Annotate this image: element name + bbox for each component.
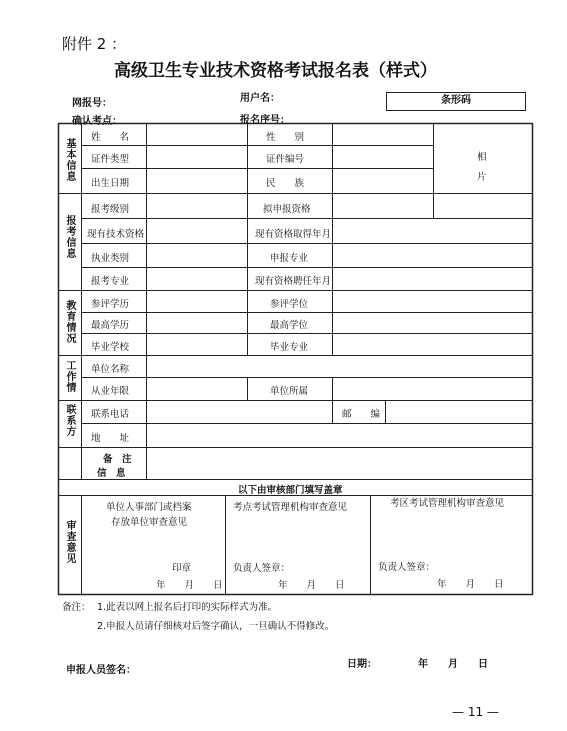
region-review-title: 考区考试管理机构审查意见 [390, 498, 505, 509]
gender-label: 性 别 [266, 132, 305, 143]
hr-review-date: 年 月 日 [156, 580, 223, 591]
sign-date-label: 日期： [347, 659, 377, 670]
attachment-label: 附件 2 ： [62, 35, 127, 53]
name-label: 姓 名 [91, 132, 130, 143]
confirm-site-label: 确认考点： [72, 116, 122, 127]
practice-category-label: 执业类别 [91, 253, 130, 264]
apply-major-label: 申报专业 [270, 253, 309, 264]
username-label: 用户名： [240, 93, 280, 104]
region-review-date: 年 月 日 [437, 579, 504, 590]
current-title-year-label: 现有资格取得年月 [255, 229, 332, 240]
apply-qualification-label: 拟申报资格 [263, 204, 311, 215]
unit-name-label: 单位名称 [91, 364, 130, 375]
top-education-label: 最高学历 [91, 320, 130, 331]
hr-review-title-line2: 存放单位审查意见 [111, 517, 188, 528]
work-years-label: 从业年限 [91, 386, 130, 397]
note-1: 1.此表以网上报名后打印的实际样式为准。 [97, 602, 278, 613]
section-exam-info: 报考信息 [64, 215, 75, 259]
sign-date-value: 年 月 日 [418, 659, 488, 670]
registration-number-label: 报名序号： [240, 115, 290, 126]
current-title-label: 现有技术资格 [87, 229, 145, 240]
site-review-signature: 负责人签章： [233, 563, 291, 574]
section-education: 教育情况 [64, 300, 75, 344]
review-banner: 以下由审核部门填写盖章 [238, 485, 343, 496]
id-number-label: 证件编号 [266, 154, 305, 165]
site-review-date: 年 月 日 [278, 580, 345, 591]
birth-date-label: 出生日期 [91, 178, 130, 189]
notes-label: 备注： [62, 602, 91, 613]
section-work: 工作情 [64, 360, 75, 393]
top-degree-label: 最高学位 [270, 320, 309, 331]
hr-review-seal: 印章 [172, 563, 192, 574]
page-title: 高级卫生专业技术资格考试报名表（样式） [114, 61, 437, 81]
id-type-label: 证件类型 [91, 154, 130, 165]
page-number: — 11 — [452, 705, 499, 719]
remark-label-line1: 备 注 [103, 454, 132, 465]
section-basic-info: 基本信息 [64, 138, 75, 182]
section-review: 审查意见 [64, 520, 75, 564]
hr-review-title-line1: 单位人事部门或档案 [106, 502, 192, 513]
school-label: 毕业学校 [91, 342, 130, 353]
barcode-label: 条形码 [441, 95, 471, 106]
eval-degree-label: 参评学位 [270, 299, 309, 310]
ethnicity-label: 民 族 [266, 178, 305, 189]
section-contact: 联系方 [64, 404, 75, 437]
region-review-signature: 负责人签章： [378, 562, 436, 573]
exam-major-label: 报考专业 [91, 276, 130, 287]
photo-label: 相 片 [477, 152, 487, 183]
phone-label: 联系电话 [91, 409, 130, 420]
site-review-title: 考点考试管理机构审查意见 [233, 502, 348, 513]
eval-education-label: 参评学历 [91, 299, 130, 310]
note-2: 2.申报人员请仔细核对后签字确认，一旦确认不得修改。 [97, 621, 335, 632]
applicant-signature-label: 申报人员签名： [66, 665, 136, 676]
unit-affiliation-label: 单位所属 [270, 386, 309, 397]
graduate-major-label: 毕业专业 [270, 342, 309, 353]
exam-level-label: 报考级别 [91, 204, 130, 215]
net-number-label: 网报号： [72, 98, 112, 109]
address-label: 地 址 [91, 433, 130, 444]
remark-label-line2: 信 息 [97, 468, 126, 479]
appointment-year-label: 现有资格聘任年月 [255, 276, 332, 287]
postcode-label: 邮 编 [342, 409, 381, 420]
